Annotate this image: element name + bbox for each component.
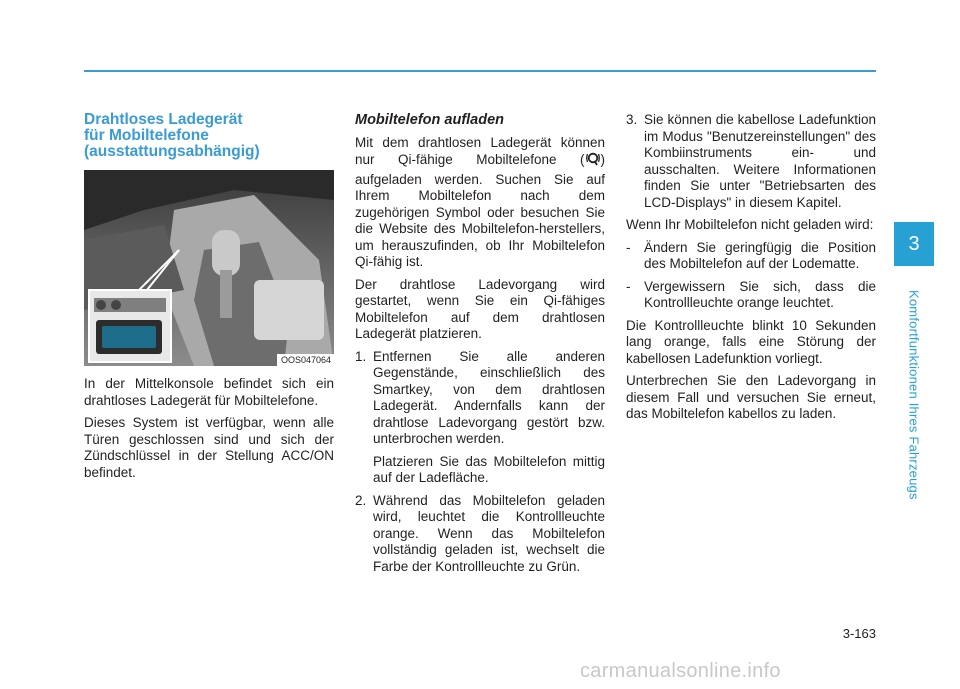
list-item (626, 112, 876, 211)
paragraph: Unterbrechen Sie den Ladevorgang in diesem Fall und versuchen Sie erneut, das Mobiltelefon kabellos zu laden. (626, 373, 876, 421)
qi-charging-icon (586, 151, 600, 172)
chapter-title-text: Komfortfunktionen Ihres Fahrzeugs (906, 290, 922, 500)
list-item (355, 349, 605, 448)
paragraph: Die Kontrollleuchte blinkt 10 Sekunden lang orange, falls eine Störung der kabellosen Ladefunktion vorliegt. (626, 317, 876, 366)
list-item (355, 493, 605, 576)
list-text: Sie können die kabellose Ladefunktion im Modus "Benutzereinstellungen" des Kombiinstruments ein- und ausschalten. Weitere Informationen finden Sie unter "Betriebsarten des LCD-Displays" in diesem Kapitel. (644, 112, 876, 210)
list-text: Während das Mobiltelefon geladen wird, leuchtet die Kontrollleuchte orange. Wenn das Mobiltelefon vollständig geladen ist, wechselt die Farbe der Kontrollleuchte zu Grün. (373, 492, 605, 574)
chapter-side-title (899, 270, 929, 520)
paragraph: Wenn Ihr Mobiltelefon nicht geladen wird: (626, 217, 874, 232)
page-number: 3-163 (842, 626, 876, 641)
list-text: Entfernen Sie alle anderen Gegenstände, einschließlich des Smartkey, von dem drahtlosen Ladegerät. Andernfalls kann der drahtlose Ladevorgang gestört bzw. unterbrochen werden. (373, 348, 605, 446)
bullet-text: Ändern Sie geringfügig die Position des Mobiltelefon auf der Lodematte. (644, 239, 876, 271)
paragraph: Dieses System ist verfügbar, wenn alle Türen geschlossen sind und sich der Zündschlüssel in der Stellung ACC/ON befindet. (84, 415, 334, 480)
column-1 (84, 112, 334, 487)
heading-line-1: Drahtloses Ladegerät (84, 111, 243, 128)
bullet-dash: - (626, 239, 631, 255)
list-number: 2. (355, 492, 367, 508)
console-illustration (84, 170, 334, 366)
figure-code: OOS047064 (277, 354, 334, 366)
paragraph-qi (355, 135, 605, 271)
chapter-number-tab: 3 (894, 222, 934, 266)
bullet-text: Vergewissern Sie sich, dass die Kontrollleuchte orange leuchtet. (644, 278, 876, 310)
subheading: Mobiltelefon aufladen (355, 112, 505, 128)
bullet-dash: - (626, 278, 631, 294)
list-number: 3. (626, 112, 638, 127)
heading-line-2: für Mobiltelefone (84, 127, 209, 144)
heading-line-3: (ausstattungsabhängig) (84, 143, 260, 160)
bullet-item (626, 240, 876, 273)
text-after-icon: ) aufgeladen werden. Suchen Sie auf Ihrem Mobiltelefon nach dem zugehörigen Symbol oder besuchen Sie die Website des Mobiltelefon-herstellers, um herauszufinden, ob Ihr Mobiltelefon Qi-fähig ist. (355, 152, 605, 269)
watermark: carmanualsonline.info (580, 660, 781, 682)
section-heading (84, 112, 334, 160)
list-subparagraph: Platzieren Sie das Mobiltelefon mittig auf der Ladefläche. (373, 453, 605, 485)
column-3 (626, 112, 876, 429)
column-2 (355, 112, 605, 581)
paragraph: Der drahtlose Ladevorgang wird gestartet, wenn Sie ein Qi-fähiges Mobiltelefon auf dem drahtlosen Ladegerät platzieren. (355, 276, 605, 341)
top-rule (84, 70, 876, 72)
text-before-icon: Mit dem drahtlosen Ladegerät können nur Qi-fähige Mobiltelefone ( (355, 134, 605, 167)
console-figure (84, 170, 334, 366)
list-number: 1. (355, 348, 367, 364)
bullet-item (626, 279, 876, 312)
paragraph: In der Mittelkonsole befindet sich ein drahtloses Ladegerät für Mobiltelefone. (84, 376, 334, 408)
